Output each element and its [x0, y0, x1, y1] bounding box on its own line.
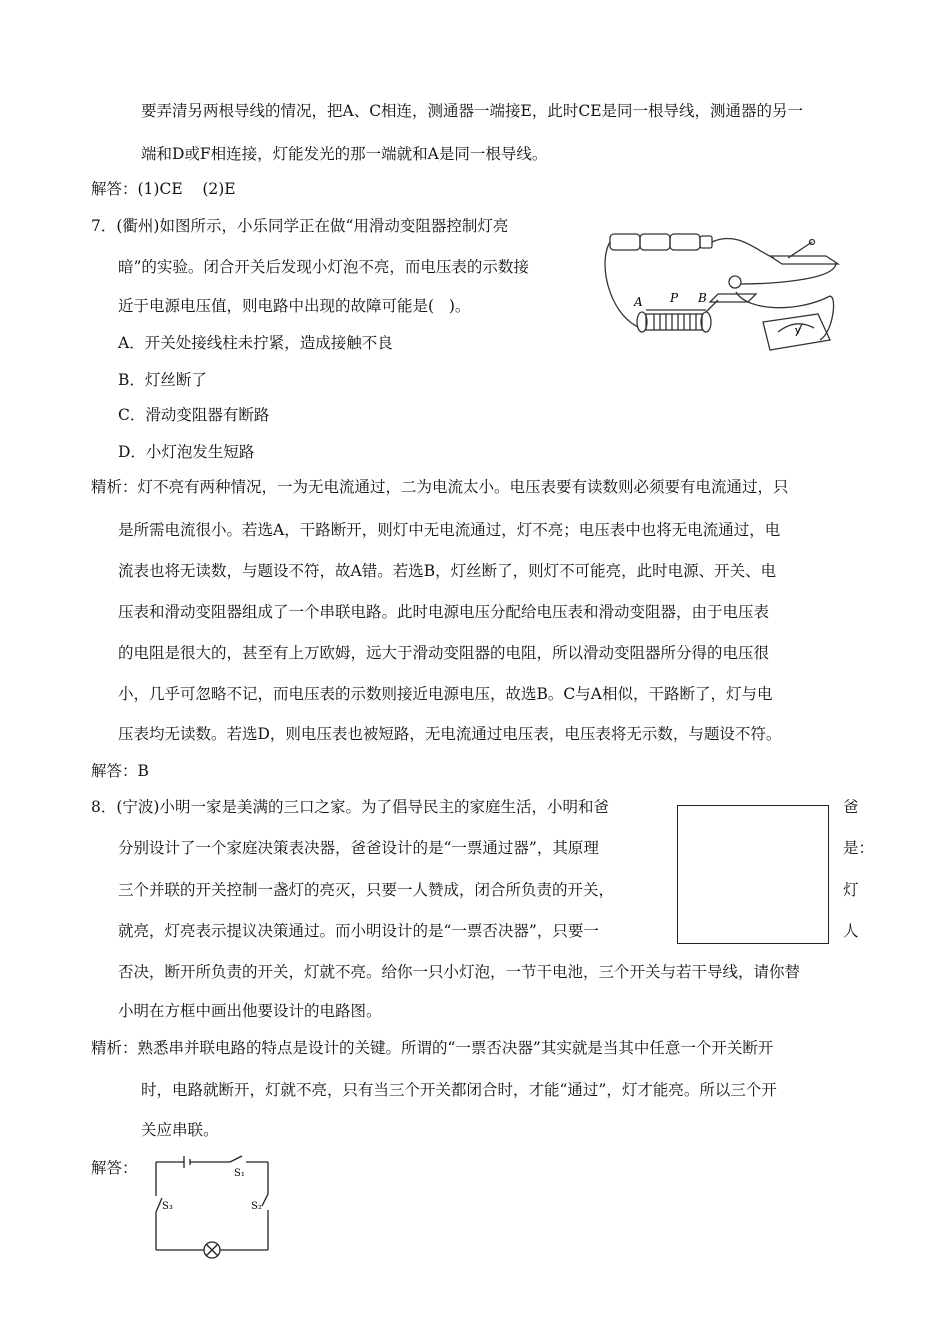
q7-line-2: 暗”的实验。闭合开关后发现小灯泡不亮，而电压表的示数接 [118, 258, 529, 276]
q7-option-a: A．开关处接线柱未拧紧，造成接触不良 [118, 334, 393, 352]
q7-analysis-2: 是所需电流很小。若选A，干路断开，则灯中无电流通过，灯不亮；电压表中也将无电流通过，电 [118, 521, 781, 539]
q7-answer: 解答：B [91, 762, 149, 780]
q7-option-c: C．滑动变阻器有断路 [118, 406, 270, 424]
q7-line-1: 7．(衢州)如图所示，小乐同学正在做“用滑动变阻器控制灯亮 [91, 217, 509, 235]
q7-analysis-3: 流表也将无读数，与题设不符，故A错。若选B，灯丝断了，则灯不可能亮，此时电源、开关、电 [118, 562, 777, 580]
q7-analysis-1: 精析：灯不亮有两种情况，一为无电流通过，二为电流太小。电压表要有读数则必须要有电流通过，只 [91, 478, 789, 496]
q7-analysis-6: 小，几乎可忽略不记，而电压表的示数则接近电源电压，故选B。C与A相似，干路断了，灯与电 [118, 685, 773, 703]
label-v: V [795, 327, 801, 336]
q8-line-4: 就亮，灯亮表示提议决策通过。而小明设计的是“一票否决器”，只要一 [118, 922, 599, 940]
q6-line-2: 端和D或F相连接，灯能发光的那一端就和A是同一根导线。 [141, 145, 548, 163]
q8-answer-label: 解答： [91, 1159, 138, 1177]
q7-analysis-4: 压表和滑动变阻器组成了一个串联电路。此时电源电压分配给电压表和滑动变阻器，由于电压表 [118, 603, 770, 621]
q7-circuit-figure [598, 222, 846, 372]
q7-analysis-5: 的电阻是很大的，甚至有上万欧姆，远大于滑动变阻器的电阻，所以滑动变阻器所分得的电压很 [118, 644, 770, 662]
label-s2: S₂ [251, 1201, 262, 1212]
q8-series-circuit [148, 1154, 278, 1266]
q6-answer: 解答：(1)CE (2)E [91, 180, 236, 198]
q8-line-2-tail: 是： [843, 839, 875, 857]
q7-analysis-7: 压表均无读数。若选D，则电压表也被短路，无电流通过电压表，电压表将无示数，与题设不符。 [118, 725, 782, 743]
q7-option-b: B．灯丝断了 [118, 371, 207, 389]
q8-line-5: 否决，断开所负责的开关，灯就不亮。给你一只小灯泡，一节干电池，三个开关与若干导线，请你替 [118, 963, 801, 981]
q8-line-1-tail: 爸 [843, 798, 859, 816]
q8-line-3: 三个并联的开关控制一盏灯的亮灭，只要一人赞成，闭合所负责的开关， [118, 881, 615, 899]
q8-analysis-2: 时，电路就断开，灯就不亮，只有当三个开关都闭合时，才能“通过”，灯才能亮。所以三个开 [141, 1081, 777, 1099]
q8-line-6: 小明在方框中画出他要设计的电路图。 [118, 1002, 382, 1020]
label-p: P [670, 291, 679, 305]
label-s3: S₃ [162, 1201, 173, 1212]
q8-analysis-3: 关应串联。 [141, 1121, 219, 1139]
q6-line-1: 要弄清另两根导线的情况，把A、C相连，测通器一端接E，此时CE是同一根导线，测通器的另一 [141, 102, 804, 120]
q8-line-3-tail: 灯 [843, 881, 859, 899]
q8-line-1: 8．(宁波)小明一家是美满的三口之家。为了倡导民主的家庭生活，小明和爸 [91, 798, 609, 816]
q7-line-3: 近于电源电压值，则电路中出现的故障可能是( )。 [118, 297, 471, 315]
label-s1: S₁ [234, 1168, 245, 1179]
q8-line-2: 分别设计了一个家庭决策表决器，爸爸设计的是“一票通过器”，其原理 [118, 839, 599, 857]
q7-option-d: D．小灯泡发生短路 [118, 443, 255, 461]
q8-analysis-1: 精析：熟悉串并联电路的特点是设计的关键。所谓的“一票否决器”其实就是当其中任意一个开关断开 [91, 1039, 774, 1057]
q8-answer-box [677, 805, 829, 944]
q8-line-4-tail: 人 [843, 922, 859, 940]
label-b: B [698, 291, 707, 305]
label-a: A [634, 295, 643, 309]
